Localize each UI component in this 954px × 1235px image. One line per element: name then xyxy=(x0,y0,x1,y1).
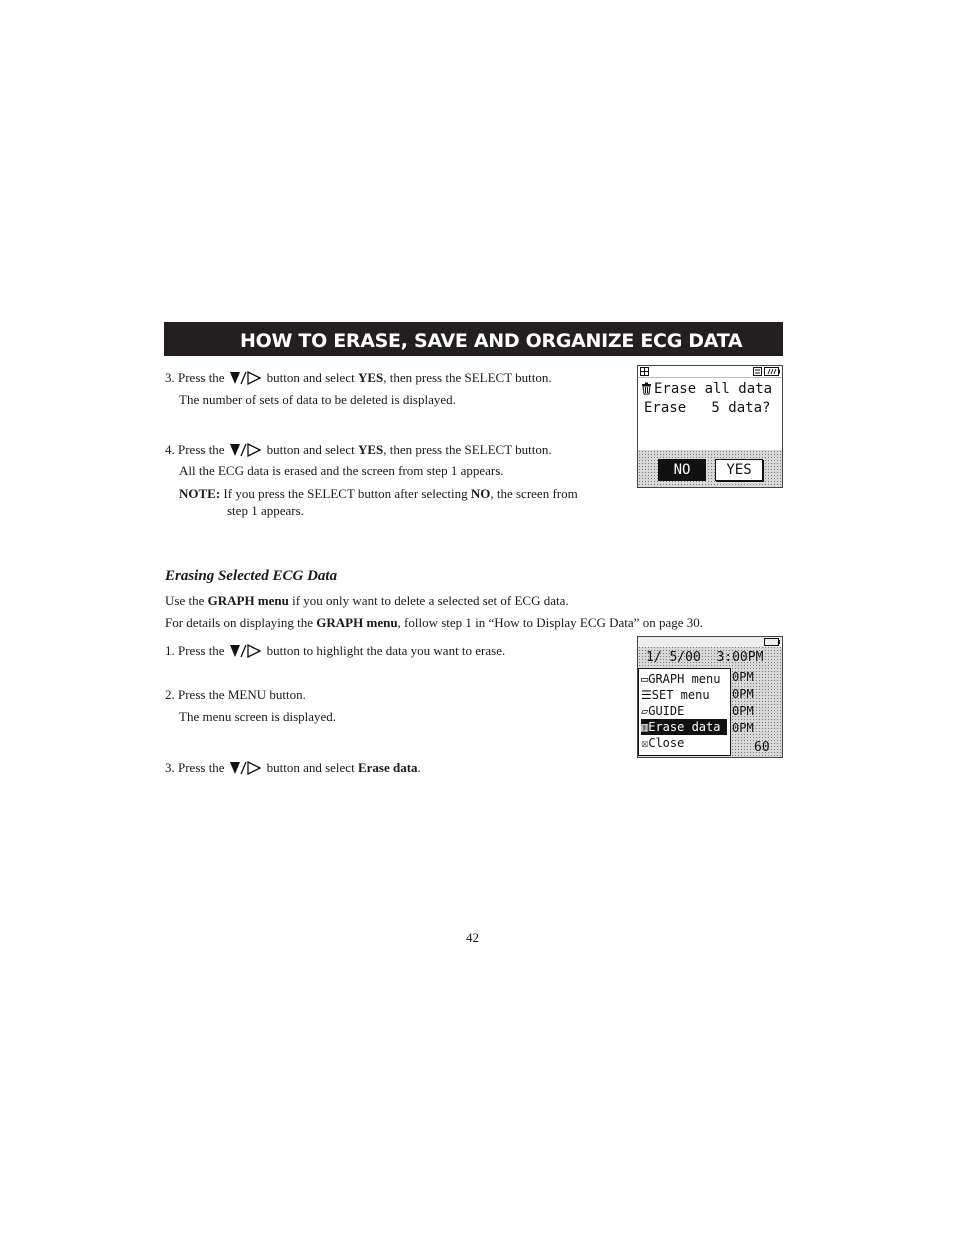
battery-icon xyxy=(764,367,780,376)
step-4-line: 4. Press the button and select YES, then press the SELECT button. xyxy=(165,442,552,461)
menu-icon xyxy=(640,367,649,376)
erase-all-label: Erase all data xyxy=(654,381,773,397)
list-icon: ☰ xyxy=(641,688,652,702)
step-b2-description: The menu screen is displayed. xyxy=(179,709,337,724)
screen-status-bar xyxy=(638,366,782,378)
section-paragraph-2: For details on displaying the GRAPH menu, follow step 1 in “How to Display ECG Data” on page 30. xyxy=(165,615,703,630)
step-3-line: 3. Press the button and select YES, then press the SELECT button. xyxy=(165,370,552,389)
section-heading: Erasing Selected ECG Data xyxy=(165,568,338,584)
page-title: HOW TO ERASE, SAVE AND ORGANIZE ECG DATA xyxy=(240,330,743,352)
note-line-2: step 1 appears. xyxy=(227,503,304,518)
erase-all-screen xyxy=(637,365,783,488)
step-4-description: All the ECG data is erased and the screen from step 1 appears. xyxy=(179,463,504,478)
down-right-button-icon xyxy=(229,761,261,779)
erase-count-label: Erase 5 data? xyxy=(644,400,771,416)
trash-icon: ▥ xyxy=(641,720,649,734)
note-line-1: NOTE: If you press the SELECT button after selecting NO, the screen from xyxy=(179,486,578,501)
menu-item-close[interactable]: ☒Close xyxy=(641,736,685,750)
yes-button[interactable]: YES xyxy=(715,459,763,481)
step-b2-line: 2. Press the MENU button. xyxy=(165,687,306,702)
step-3-description: The number of sets of data to be deleted is displayed. xyxy=(179,392,456,407)
down-right-button-icon xyxy=(229,644,261,662)
down-right-button-icon xyxy=(229,371,261,389)
graph-menu-screen xyxy=(637,636,783,758)
list-row-time: 0PM xyxy=(732,704,754,718)
page-number: 42 xyxy=(466,930,479,945)
no-button[interactable]: NO xyxy=(658,459,706,481)
menu-item-set[interactable]: ☰SET menu xyxy=(641,688,710,702)
card-icon xyxy=(753,367,762,376)
step-b1-line: 1. Press the button to highlight the data you want to erase. xyxy=(165,643,505,662)
battery-icon xyxy=(764,638,780,646)
graph-icon: ▭ xyxy=(641,672,649,686)
date-time-readout: 1/ 5/00 3:00PM xyxy=(646,650,764,665)
down-right-button-icon xyxy=(229,443,261,461)
section-paragraph-1: Use the GRAPH menu if you only want to delete a selected set of ECG data. xyxy=(165,593,569,608)
menu-item-graph[interactable]: ▭GRAPH menu xyxy=(641,672,721,686)
step-b3-line: 3. Press the button and select Erase data. xyxy=(165,760,421,779)
menu-item-guide[interactable]: ▱GUIDE xyxy=(641,704,685,718)
screen-status-bar xyxy=(638,637,782,647)
popup-menu xyxy=(638,668,731,756)
trash-icon xyxy=(641,382,652,395)
close-icon: ☒ xyxy=(641,736,649,750)
list-row-time: 0PM xyxy=(732,721,754,735)
guide-icon: ▱ xyxy=(641,704,649,718)
list-row-time: 0PM xyxy=(732,670,754,684)
list-row-time: 0PM xyxy=(732,687,754,701)
menu-item-erase[interactable]: ▥Erase data xyxy=(641,719,727,735)
heart-rate-readout: 60 xyxy=(754,740,770,755)
